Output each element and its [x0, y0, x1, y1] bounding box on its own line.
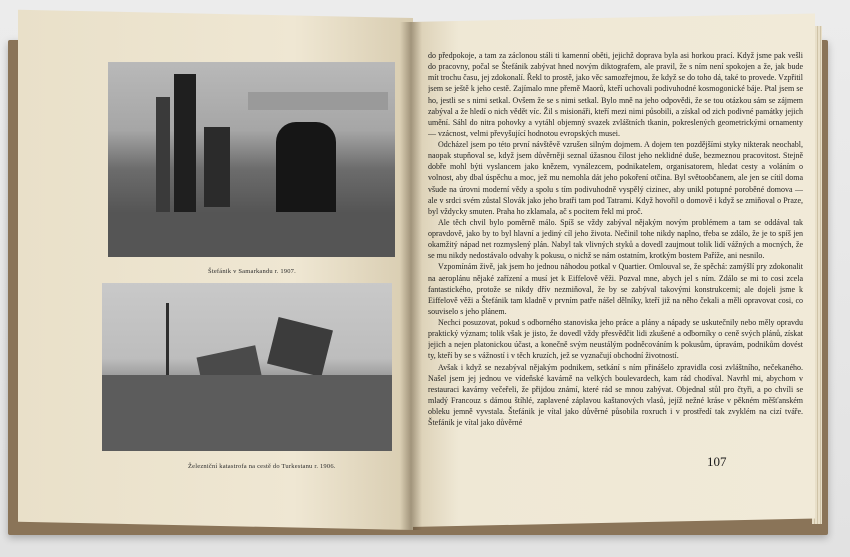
paragraph: Avšak i když se nezabýval nějakým podnikem, setkání s ním přinášelo zpravidla cosi zvláštního, nečekaného. Našel jsem jej jednou ve vídeňské kavárně na velkých boulevardech, kam rád chodíval. Navrhl mi, abychom v restauraci kavárny večeřeli, že přijdou známí, které rád se mnou zabývat. Objednal stůl pro čtyři, a po chvíli se mladý Francouz s dámou štíhlé, zaplavené záplavou kaštanových vlasů, jejíž nežné kráse v pěkném měšťanském obleku jemně vyvstala. Štefánik je vítal jako důvěrné působila roxruch i v prostředí tak zvyklém na cizí tváře. Štefánik je vítal jako důvěrné	[428, 362, 803, 428]
figure-standing-center	[174, 74, 196, 224]
paragraph: Ale těch chvil bylo poměrně málo. Spíš se vždy zabýval nějakým novým problémem a tam se oddával tak opravdově, jako by to byl hlavní a jediný cíl jeho života. Nečinil tohe nikdy naplno, třeba se zdálo, že je to spíš jen okamžitý nápad net rozmyslený plán. Nabyl tak vlivných styků a dovedl zaujmout tolik lidí vážných a mocných, že se mu nikdy nedostávalo odvahy k pokusu, o nichž se nám ostatním, krotkým bostem Paříže, ani nesnilo.	[428, 217, 803, 261]
page-number: 107	[707, 454, 727, 469]
paragraph: Vzpomínám živě, jak jsem ho jednou náhodou potkal v Quartier. Omlouval se, že spěchá: zamýšlí pry zdokonalit na aeroplánu nějaké zařízení a musí jet k Eiffelově věži. Pozval mne, abych jel s ním. Zdálo se mi to cosi zcela fantastického, protože se nikdy dřív nezmiňoval, že by se zabýval takovými konstrukcemi; ale dojeli jsme k Eiffelově věži a Štefánik tam kladně v prvním patře nášel dělníky, kteří již na něho čekali a měli opravovat cosi, co souviselo s jeho plánem.	[428, 262, 803, 316]
photo-train-wreck	[102, 283, 392, 451]
photo-samarkand	[108, 62, 395, 257]
distant-buildings	[248, 92, 388, 110]
embankment	[102, 375, 392, 451]
figure-standing-left	[156, 97, 170, 212]
photo-bottom-caption: Železniční katastrofa na cestě do Turkestanu r. 1906.	[188, 463, 336, 470]
book-gutter	[400, 22, 422, 530]
paved-terrace	[108, 212, 395, 257]
photo-top-caption: Štefánik v Samarkandu r. 1907.	[208, 268, 296, 275]
derailed-wagon-raised	[267, 317, 333, 377]
body-text	[428, 50, 803, 428]
paragraph: do předpokoje, a tam za záclonou stáli ti kamenní oběti, jejichž doprava byla asi horkou prací. Když jsme pak vešli do pracovny, počal se Štefánik zabývat hned novým diktografem, ale pravil, že s ním není spokojen a že, jak bude mít trochu času, jej zdokonalí. Řekl to prostě, jako věc samozřejmou, že když se do toho dá, také to provede. Vzpřitil jsem se ještě k jeho cestě. Zajímalo mne přemě Maorů, kteří uchovali podivuhodné kosmogonické báje. Ptal jsem se ho, jestli se s nimi setkal. Ovšem že se s nimi setkal. Bylo mně na jeho odpovědi, že se tou otázkou sám se zájmem zabýval a že hledí o nich vědět víc. Žil s misionáři, kteří mezi nimi působili, a získal od zich podivné památky jejich umění. Sáhl do nitra pohovky a vytáhl objemný svazek zvláštních tkanin, pokreslených geometrickými ornamenty — vzácnost, velmi převyšující hodnotou evropských musei.	[428, 51, 803, 138]
figure-seated-middle	[204, 127, 230, 207]
paragraph: Nechci posuzovat, pokud s odborného stanoviska jeho práce a plány a nápady se uskutečnily nebo měly opravdu praktický význam; tolik však je jisto, že dovedl vždy přesvědčit lidi zkušené a odborníky o ceně svých plánů, získat jejich a nejen platonickou účast, a konečně svým neustálým podněcováním k pokusům, úpravám, podnikům dovést ty, kteří by se s vážností i v těch kruzích, jež se vyznačují obchodní životností.	[428, 318, 803, 361]
paragraph: Odcházel jsem po této první návštěvě vzrušen silným dojmem. A dojem ten pozdějšími styky nikterak neochabl, naopak stupňoval se, když jsem důvěrněji seznal úžasnou čilost jeho neklidné duše, bezmeznou pracovitost. Stejně dobře mohl býti vyslancem jako knězem, vynálezcem, podnikatelem, organisatorem, hledat cesty a voláním o volnost, aby dbal úspěchu a moc, jež mu nemohla dát jeho pokoření otčina. Byl světoobčanem, ale jen se cítil doma všude na úrovni moderní vědy a spolu s tím podivuhodně vyspělý cizinec, aby unikl potupné poroběné domova — ale v srdci svém zůstal Slovák jako jeho bratři tam pod Tatrami. Když hovořil o domově i když se zmiňoval o Praze, byl vždycky smuten. Praha ho zklamala, ač s pocitem řekl mi proč.	[428, 140, 803, 216]
